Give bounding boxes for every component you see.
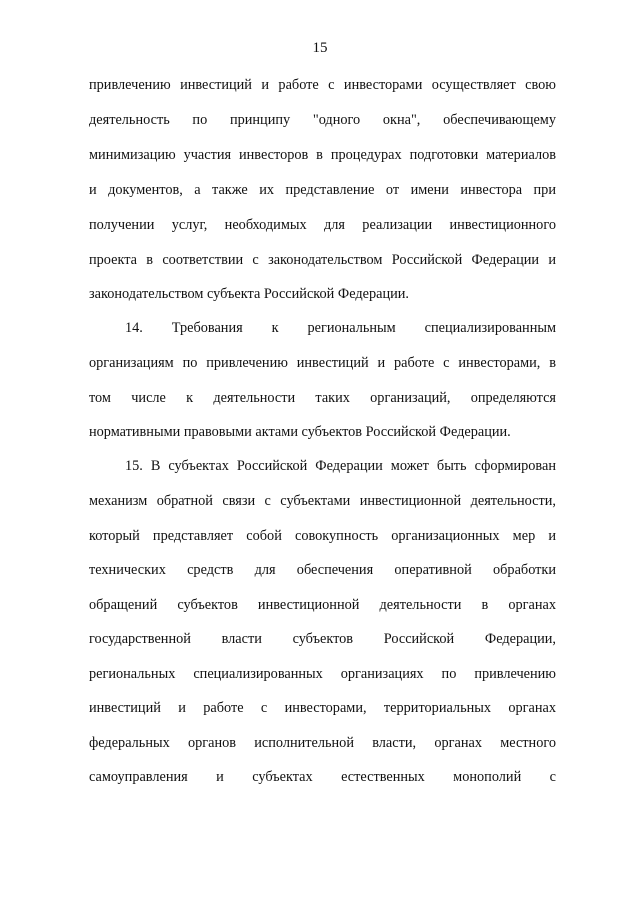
text-line: привлечению инвестиций и работе с инвесторами осуществляет свою	[89, 77, 556, 93]
text-line: получении услуг, необходимых для реализации инвестиционного	[89, 217, 556, 233]
text-line: нормативными правовыми актами субъектов Российской Федерации.	[89, 424, 511, 440]
text-line: и документов, а также их представление от имени инвестора при	[89, 182, 556, 198]
text-line: технических средств для обеспечения оперативной обработки	[89, 562, 556, 578]
text-line: деятельность по принципу "одного окна", обеспечивающему	[89, 112, 556, 128]
text-line: региональных специализированных организациях по привлечению	[89, 666, 556, 682]
paragraph-start-line: 15. В субъектах Российской Федерации может быть сформирован	[125, 458, 556, 474]
text-line: механизм обратной связи с субъектами инвестиционной деятельности,	[89, 493, 556, 509]
text-line: инвестиций и работе с инвесторами, территориальных органах	[89, 700, 556, 716]
page-number: 15	[312, 40, 328, 56]
text-line: федеральных органов исполнительной власти, органах местного	[89, 735, 556, 751]
text-line: государственной власти субъектов Российской Федерации,	[89, 631, 556, 647]
text-line: минимизацию участия инвесторов в процедурах подготовки материалов	[89, 147, 556, 163]
text-line: самоуправления и субъектах естественных монополий с	[89, 769, 556, 785]
text-line: законодательством субъекта Российской Федерации.	[89, 286, 409, 302]
text-line: обращений субъектов инвестиционной деятельности в органах	[89, 597, 556, 613]
text-line: организациям по привлечению инвестиций и работе с инвесторами, в	[89, 355, 556, 371]
text-line: проекта в соответствии с законодательством Российской Федерации и	[89, 252, 556, 268]
paragraph-start-line: 14. Требования к региональным специализированным	[125, 320, 556, 336]
text-line: том числе к деятельности таких организаций, определяются	[89, 390, 556, 406]
text-line: который представляет собой совокупность организационных мер и	[89, 528, 556, 544]
